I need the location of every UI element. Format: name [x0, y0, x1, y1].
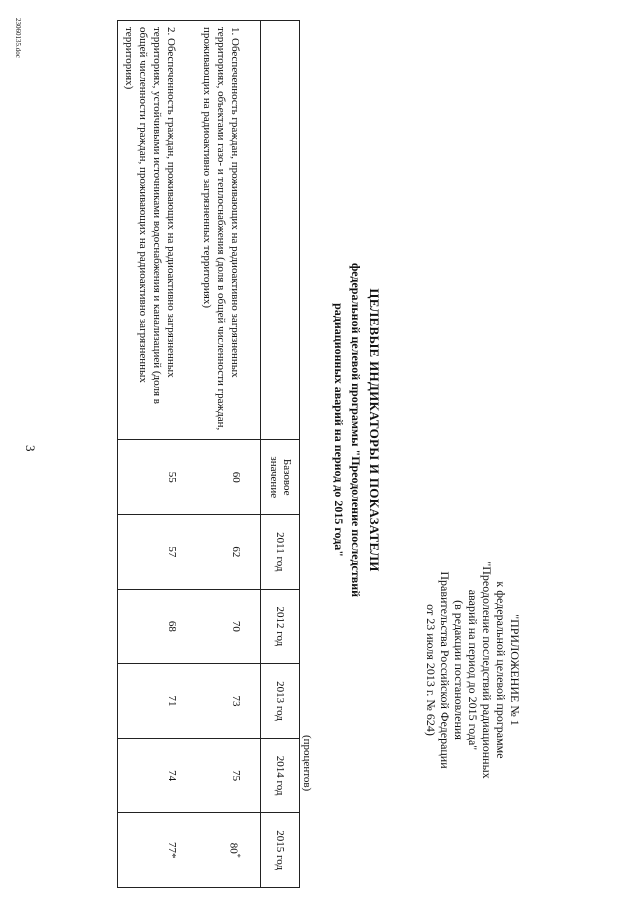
page-number: 3	[23, 445, 38, 452]
title-main: ЦЕЛЕВЫЕ ИНДИКАТОРЫ И ПОКАЗАТЕЛИ	[367, 288, 382, 572]
cell-2011: 62	[196, 515, 261, 590]
cell-base: 55	[118, 440, 197, 515]
document-title	[332, 150, 382, 710]
header-2013: 2013 год	[261, 664, 300, 739]
table-header-row	[261, 21, 300, 888]
header-indicator	[261, 21, 300, 440]
cell-2011: 57	[118, 515, 197, 590]
appendix-line: Правительства Российской Федерации	[438, 571, 452, 769]
header-2011: 2011 год	[261, 515, 300, 590]
appendix-line: аварий на период до 2015 года"	[466, 589, 480, 751]
header-2012: 2012 год	[261, 589, 300, 664]
cell-2013: 73	[196, 664, 261, 739]
cell-base: 60	[196, 440, 261, 515]
header-base: Базовое значение	[261, 440, 300, 515]
cell-2013: 71	[118, 664, 197, 739]
appendix-line: от 23 июля 2013 г. № 624)	[424, 604, 438, 736]
header-2015: 2015 год	[261, 813, 300, 888]
footnote-mark: *	[233, 853, 242, 858]
cell-2012: 68	[118, 589, 197, 664]
header-2014: 2014 год	[261, 738, 300, 813]
indicator-name: 2. Обеспеченность граждан, проживающих на радиоактивно загрязненных территориях, устойчивыми источниками водоснабжения и канализацией (доля в общей численности граждан, проживающих на радиоактивно загрязненных территориях)	[118, 21, 197, 440]
appendix-line: (в редакции постановления	[452, 600, 466, 740]
appendix-header	[424, 505, 522, 835]
cell-2015: 77*	[118, 813, 197, 888]
appendix-line: к федеральной целевой программе	[494, 581, 508, 759]
cell-2015-value: 80	[227, 842, 240, 854]
title-subtitle-2: радиационных аварий на период до 2015 года"	[332, 303, 346, 557]
unit-label: (процентов)	[301, 735, 313, 792]
table-row	[118, 21, 197, 888]
appendix-line: "ПРИЛОЖЕНИЕ № 1	[508, 614, 522, 726]
table-row	[196, 21, 261, 888]
title-subtitle-1: федеральной целевой программы "Преодоление последствий	[349, 262, 363, 598]
cell-2015	[196, 813, 261, 888]
cell-2014: 74	[118, 738, 197, 813]
cell-2012: 70	[196, 589, 261, 664]
appendix-line: "Преодоление последствий радиационных	[480, 561, 494, 779]
indicator-name: 1. Обеспеченность граждан, проживающих на радиоактивно загрязненных территориях, объектами газо- и теплоснабжения (доля в общей численности граждан, проживающих на радиоактивно загрязненных территориях)	[196, 21, 261, 440]
cell-2014: 75	[196, 738, 261, 813]
document-code: 23060135.doc	[14, 18, 22, 58]
indicators-table	[117, 20, 300, 888]
